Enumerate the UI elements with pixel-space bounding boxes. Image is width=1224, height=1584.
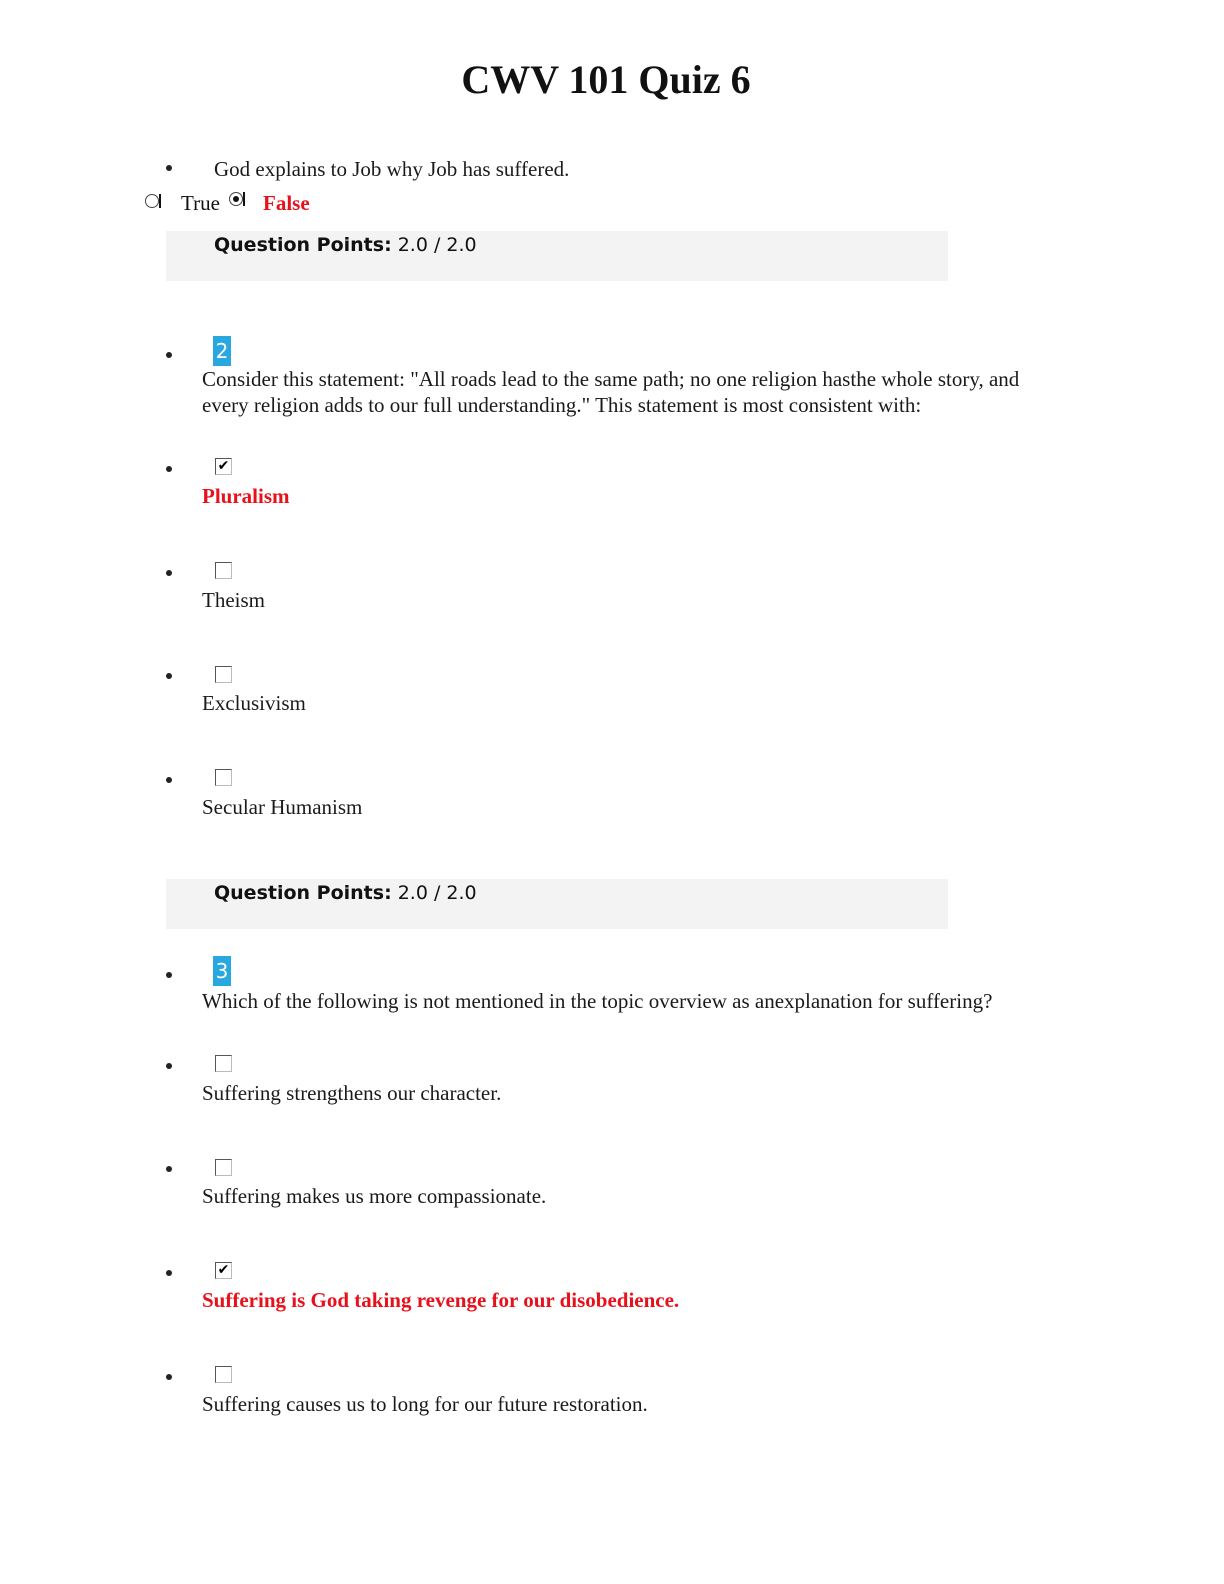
points-label: Question Points:	[214, 882, 392, 904]
option-false-label: False	[263, 191, 310, 215]
answer-option: Suffering makes us more compassionate.	[202, 1184, 547, 1208]
answer-option: Secular Humanism	[202, 795, 363, 819]
answer-checkbox[interactable]	[215, 1055, 232, 1072]
answer-option: Theism	[202, 588, 265, 612]
question-2-text: Consider this statement: "All roads lead to the same path; no one religion hasthe whole story, and every religion adds to our full understanding." This statement is most consistent with:	[202, 367, 1020, 417]
radio-true[interactable]	[145, 194, 159, 208]
answer-option: Suffering strengthens our character.	[202, 1081, 502, 1105]
answer-checkbox[interactable]	[215, 1159, 232, 1176]
answer-checkbox[interactable]	[215, 1366, 232, 1383]
answer-option: Suffering is God taking revenge for our disobedience.	[202, 1288, 680, 1312]
radio-edge-mark	[159, 194, 161, 208]
answer-option: Exclusivism	[202, 691, 306, 715]
list-bullet	[166, 673, 172, 679]
list-bullet	[166, 1374, 172, 1380]
question-points-bar	[166, 231, 948, 281]
question-points	[214, 233, 477, 257]
answer-checkbox-checked[interactable]: ✔	[215, 1262, 232, 1279]
radio-edge-mark	[243, 192, 245, 206]
answer-checkbox-checked[interactable]: ✔	[215, 458, 232, 475]
question-1-text: God explains to Job why Job has suffered.	[214, 157, 570, 181]
answer-option: Suffering causes us to long for our future restoration.	[202, 1392, 648, 1416]
list-bullet	[166, 1270, 172, 1276]
question-number-badge: 2	[213, 336, 231, 366]
points-value: 2.0 / 2.0	[397, 882, 477, 904]
radio-false[interactable]	[229, 192, 243, 206]
list-bullet	[166, 1063, 172, 1069]
list-bullet	[166, 466, 172, 472]
list-bullet	[166, 972, 172, 978]
points-value: 2.0 / 2.0	[397, 234, 477, 256]
question-number-badge: 3	[213, 956, 231, 986]
answer-checkbox[interactable]	[215, 562, 232, 579]
page-title: CWV 101 Quiz 6	[461, 57, 751, 102]
answer-option: Pluralism	[202, 484, 290, 508]
answer-checkbox[interactable]	[215, 666, 232, 683]
option-true-label: True	[181, 191, 220, 215]
list-bullet	[166, 1166, 172, 1172]
list-bullet	[166, 352, 172, 358]
list-bullet	[166, 165, 172, 171]
question-3-text: Which of the following is not mentioned in the topic overview as anexplanation for suffering?	[202, 989, 993, 1013]
answer-checkbox[interactable]	[215, 769, 232, 786]
points-label: Question Points:	[214, 234, 392, 256]
list-bullet	[166, 570, 172, 576]
question-points	[214, 881, 477, 905]
list-bullet	[166, 777, 172, 783]
question-points-bar	[166, 879, 948, 929]
